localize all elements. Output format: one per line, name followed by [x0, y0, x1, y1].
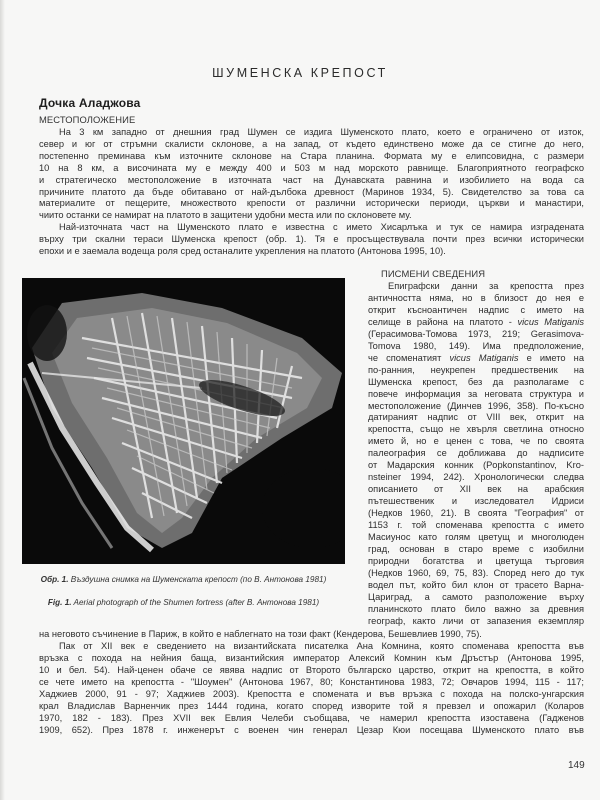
text-line: 1153 г. той споменава крепостта с името [368, 520, 584, 530]
figure-caption-bg [22, 574, 345, 585]
text-line: планинското плато било важно за древния [368, 603, 584, 614]
page-edge-shadow [0, 0, 5, 800]
text-line: името й, но е ценен с това, че по своята [368, 436, 584, 447]
text-line: връзка с похода на нейния баща, византийския император Алексий Комнин към Дръстър (Антонова 1995, [39, 652, 584, 663]
text-line: постепенно преминава към източните склонове на Стара планина. Формата му е елипсовидна, с размери [39, 150, 584, 161]
text-line: 10 на 8 км, а височината му е между 400 и 503 м над морското равнище. Благоприятното географско [39, 162, 584, 173]
figure-caption-en [22, 597, 345, 608]
text-line: чиито останки се намират на платото в защитени удобни места или по склоновете му. [39, 210, 412, 221]
text-line: природни богатства и цветуща търговия [368, 555, 584, 566]
text-line: Хаджиев 2000, 91 - 97; Хаджиев 2003). Крепостта е спомената и във връзка с похода на полско-унгарския [39, 688, 584, 699]
text-line: Най-източната част на Шуменското плато е известна с името Хисарлъка и тук се намира изградената [59, 222, 584, 233]
text-line: пътешественик и изследовател Идриси [368, 496, 584, 507]
text-line: че споменатият vicus Matiganis е името на [368, 352, 584, 363]
text-line: селище в района на платото - vicus Matiganis [368, 316, 584, 327]
text-line: крал Владислав Варненчик през 1444 година, когато според изворите той я превзел и опожарил (Коларов [39, 700, 584, 711]
caption-bg-label: Обр. 1. [40, 575, 69, 584]
text-line: античността няма, но в близост до нея е [368, 292, 584, 303]
text-line: водел път, който бил клон от трасето Варна- [368, 579, 584, 590]
text-line: открит късноантичен надпис с името на [368, 304, 584, 315]
caption-bg-text: Въздушна снимка на Шуменската крепост (по В. Антонова 1981) [70, 575, 327, 584]
text-line: крепостта, също не хвърля светлина относно [368, 424, 584, 435]
aerial-photo [22, 278, 345, 564]
text-line: nsteiner 1994, 242). Хронологически следва [368, 472, 584, 483]
text-line: 1909, 652). През 1878 г. инженерът с военен чин генерал Цезар Кюи посещава Шуменското плато във [39, 724, 584, 735]
latin-term: vicus Matiganis [517, 316, 584, 327]
section-heading-sources: ПИСМЕНИ СВЕДЕНИЯ [381, 268, 486, 279]
text-line: 10 и бел. 54). Най-ценен обаче се явява надпис от Второто българско царство, открит на крепостта, в който [39, 664, 584, 675]
text-line: (Недков 1960, 69, 75, 83). Според него до тук [368, 567, 584, 578]
text-line: 1970, 182 - 183). През XVII век Евлия Челеби съобщава, че намерил крепостта изоставена (Гадженов [39, 712, 584, 723]
text-line: от Мадарския конник (Popkonstantinov, Kro- [368, 460, 584, 471]
article-title: ШУМЕНСКА КРЕПОСТ [212, 66, 388, 80]
text-line: Пак от XII век е сведението на византийската писателка Ана Комнина, която споменава крепостта във [59, 640, 584, 651]
text-line: Епиграфски данни за крепостта през [388, 281, 584, 291]
text-line: Tomova 1980, 149). Има предположение, [368, 340, 584, 351]
text-line: (Герасимова-Томова 1973, 219; Gerasimova- [368, 328, 584, 339]
text-line: върху три скални тераси Шуменска крепост (обр. 1). Тя е просъществувала почти през всички исторически [39, 234, 584, 245]
section-heading-location: МЕСТОПОЛОЖЕНИЕ [39, 114, 136, 125]
caption-en-text: Aerial photograph of the Shumen fortress (after В. Антонова 1981) [73, 598, 320, 607]
article-author: Дочка Аладжова [39, 96, 141, 110]
text-line: и стратегическо местоположение в източната част на Дунавската равнина и изобилието на вода са [39, 174, 584, 185]
text-line: на неговото съчинение в Париж, в който е наблегнато на този факт (Кендерова, Бешевлиев 1990, 75). [39, 629, 482, 639]
text-line: се чете името на крепостта - "Шоумен" (Антонова 1967, 80; Константинова 1983, 72; Овчаров 1994, 115 - 117; [39, 676, 584, 687]
text-line: север и юг от стръмни скалисти склонове, а на запад, от където единствено може да се стигне до него, [39, 138, 584, 149]
text-line: На 3 км западно от днешния град Шумен се издига Шуменското плато, което е ограничено от изток, [59, 127, 584, 137]
text-line: географ, както личи от запазения екземпляр [368, 615, 584, 626]
text-line: материалите от пещерите, множеството крепости от различни исторически периоди, църкви и манастири, [39, 198, 584, 209]
text-line: Шуменска крепост, без да разполагаме с [368, 376, 584, 387]
text-line: (Недков 1960, 21). В своята "География" от [368, 508, 584, 519]
text-line: град, основан в старо време с изобилни [368, 543, 584, 554]
caption-en-label: Fig. 1. [47, 598, 72, 607]
text-line: по-ранния, неукрепен предшественик на [368, 364, 584, 375]
text-line: Цариград, а самото разположение върху [368, 591, 584, 602]
text-line: палеография се доближава до надписите [368, 448, 584, 459]
text-line: Масиунос като голям цветущ и многолюден [368, 531, 584, 542]
text-line: местоположение (Динчев 1996, 358). По-късно [368, 400, 584, 411]
page-number: 149 [568, 760, 585, 771]
text-line: причините платото да бъде обитавано от най-дълбока древност (Маринов 1934, 5). Свидетелство за това са [39, 186, 584, 197]
text-line: датираният надпис от VIII век, открит на [368, 412, 584, 423]
text-line: епохи и е заемала водеща роля сред останалите укрепления на платото (Антонова 1995, 10). [39, 246, 446, 256]
latin-term: vicus Matiganis [449, 352, 519, 363]
text-line: повече информация за неговата структура и [368, 388, 584, 399]
text-line: описанието от XII век на арабския [368, 484, 584, 495]
